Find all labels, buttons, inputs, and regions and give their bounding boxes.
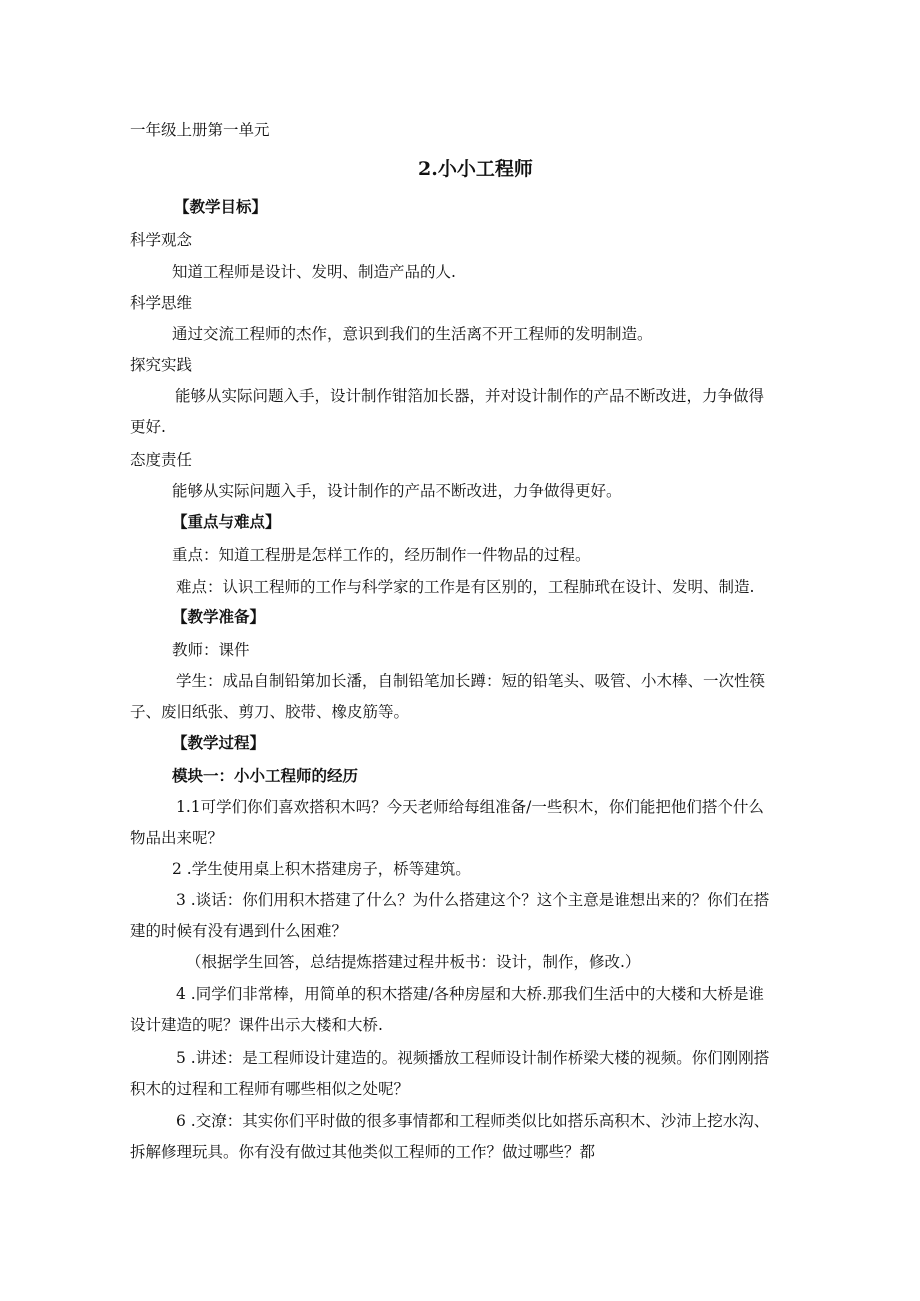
step-3-line1: 3 .谈话：你们用积木搭建了什么？为什么搭建这个？这个主意是谁想出来的？你们在搭 — [176, 891, 770, 909]
practice-text-line2: 更好. — [130, 418, 166, 436]
unit-label: 一年级上册第一单元 — [130, 121, 270, 139]
thinking-label: 科学思维 — [130, 294, 193, 312]
step-1-line1: 1.1可学们你们喜欢搭积木吗？今天老师给每组准备/一些积木，你们能把他们搭个什么 — [176, 798, 764, 816]
student-prep-line2: 子、废旧纸张、剪刀、胶带、橡皮筋等。 — [130, 703, 410, 721]
step-3-line2: 建的时候有没有遇到什么困难？ — [130, 922, 348, 940]
key-point-text: 重点：知道工程册是怎样工作的，经历制作一件物品的过程。 — [172, 546, 591, 564]
step-5-line2: 积木的过程和工程师有哪些相似之处呢？ — [130, 1080, 410, 1098]
goals-heading: 【教学目标】 — [174, 197, 268, 216]
attitude-text: 能够从实际问题入手，设计制作的产品不断改进，力争做得更好。 — [172, 482, 622, 500]
step-1-line2: 物品出来呢？ — [130, 829, 224, 847]
concept-label: 科学观念 — [130, 231, 193, 249]
keypoints-heading: 【重点与难点】 — [172, 512, 281, 531]
step-2: 2 .学生使用桌上积木搭建房子，桥等建筑。 — [172, 860, 471, 878]
lesson-title: 2.小小工程师 — [418, 158, 533, 180]
practice-label: 探究实践 — [130, 356, 193, 374]
step-4-line1: 4 .同学们非常棒，用简单的积木搭建/各种房屋和大桥.那我们生活中的大楼和大桥是谁 — [176, 985, 764, 1003]
step-6-line2: 拆解修理玩具。你有没有做过其他类似工程师的工作？做过哪些？都 — [130, 1143, 596, 1161]
step-3-note: （根据学生回答，总结提炼搭建过程井板书：设计，制作，修改.） — [186, 953, 641, 971]
module-one-heading: 模块一：小小工程师的经历 — [172, 766, 359, 785]
process-heading: 【教学过程】 — [172, 733, 266, 752]
practice-text-line1: 能够从实际问题入手，设计制作钳箔加长器，并对设计制作的产品不断改进，力争做得 — [175, 387, 765, 405]
teacher-prep-text: 教师：课件 — [172, 641, 250, 659]
difficult-point-text: 难点：认识工程师的工作与科学家的工作是有区别的，工程肺玳在设计、发明、制造. — [176, 578, 755, 596]
concept-text: 知道工程师是设计、发明、制造产品的人. — [172, 263, 456, 281]
step-6-line1: 6 .交潦：其实你们平时做的很多事情都和工程师类似比如搭乐高积木、沙沛上挖水沟、 — [176, 1112, 770, 1130]
step-4-line2: 设计建造的呢？课件出示大楼和大桥. — [130, 1016, 383, 1034]
student-prep-line1: 学生：成品自制铅第加长潘，自制铅笔加长蹲：短的铅笔头、吸管、小木棒、一次性筷 — [176, 672, 766, 690]
thinking-text: 通过交流工程师的杰作，意识到我们的生活离不开工程师的发明制造。 — [172, 325, 653, 343]
preparation-heading: 【教学准备】 — [172, 607, 266, 626]
attitude-label: 态度责任 — [130, 451, 193, 469]
step-5-line1: 5 .讲述：是工程师设计建造的。视频播放工程师设计制作桥梁大楼的视频。你们刚刚搭 — [176, 1049, 770, 1067]
